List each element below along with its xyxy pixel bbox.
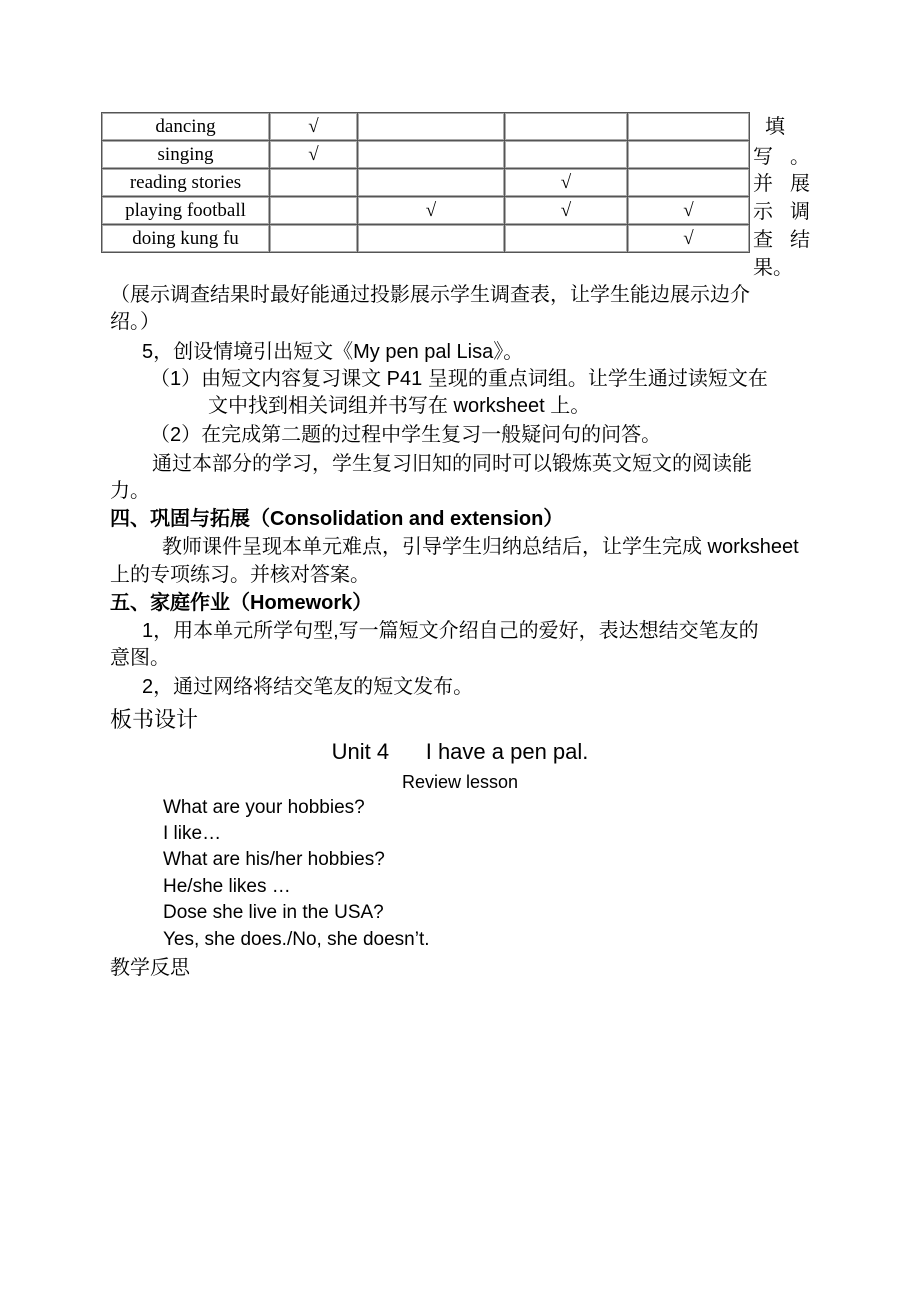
check-cell [358,141,505,169]
activity-cell: dancing [102,113,270,141]
side-note: 展 [790,171,810,195]
check-cell: √ [270,113,358,141]
check-cell [358,113,505,141]
side-note: 结 [790,227,810,251]
table-row [102,113,750,141]
board-line: He/she likes … [163,876,291,897]
check-cell [628,169,750,197]
check-cell [270,169,358,197]
activity-cell: reading stories [102,169,270,197]
check-cell [628,113,750,141]
check-cell [270,225,358,253]
side-note: 填 [765,114,785,138]
board-line: What are your hobbies? [163,797,365,818]
body-line: （1）由短文内容复习课文 P41 呈现的重点词组。让学生通过读短文在 [150,368,768,390]
board-line: Dose she live in the USA? [163,902,384,923]
body-line: 通过本部分的学习，学生复习旧知的同时可以锻炼英文短文的阅读能 [152,453,752,475]
board-line: What are his/her hobbies? [163,849,385,870]
table-row [102,225,750,253]
side-note: 调 [790,199,810,223]
side-note: 写 [753,144,773,168]
body-line: 绍。） [110,311,160,333]
body-line: （2）在完成第二题的过程中学生复习一般疑问句的问答。 [150,424,662,446]
check-cell [505,113,628,141]
check-cell [358,225,505,253]
body-line: 意图。 [110,647,170,669]
body-line: 文中找到相关词组并书写在 worksheet 上。 [208,395,591,417]
body-line: 2，通过网络将结交笔友的短文发布。 [142,676,474,698]
check-cell: √ [505,169,628,197]
check-cell [628,141,750,169]
section-heading: 五、家庭作业（Homework） [110,592,373,614]
body-line: （展示调查结果时最好能通过投影展示学生调查表，让学生能边展示边介 [110,284,750,306]
body-line: 5，创设情境引出短文《My pen pal Lisa》。 [142,341,524,363]
board-subtitle: Review lesson [401,772,519,792]
board-heading: 板书设计 [110,707,199,732]
board-title: Unit 4 I have a pen pal. [331,739,589,764]
board-line: Yes, she does./No, she doesn’t. [163,929,430,950]
body-line: 1，用本单元所学句型,写一篇短文介绍自己的爱好，表达想结交笔友的 [142,620,759,642]
survey-table [101,112,750,253]
activity-cell: singing [102,141,270,169]
table-row [102,169,750,197]
check-cell [358,169,505,197]
check-cell: √ [628,225,750,253]
body-line: 上的专项练习。并核对答案。 [110,564,370,586]
check-cell: √ [505,197,628,225]
check-cell [505,225,628,253]
section-heading: 四、巩固与拓展（Consolidation and extension） [110,508,564,530]
check-cell: √ [358,197,505,225]
body-line: 教师课件呈现本单元难点，引导学生归纳总结后，让学生完成 worksheet [162,536,799,558]
table-row [102,141,750,169]
table-row [102,197,750,225]
side-note: 。 [790,144,810,168]
activity-cell: playing football [102,197,270,225]
body-line: 力。 [110,480,150,502]
side-note: 查 [753,227,773,251]
activity-cell: doing kung fu [102,225,270,253]
reflection-heading: 教学反思 [110,957,190,979]
check-cell: √ [270,141,358,169]
check-cell: √ [628,197,750,225]
check-cell [270,197,358,225]
side-note: 示 [753,199,773,223]
side-note: 果。 [753,255,793,279]
check-cell [505,141,628,169]
side-note: 并 [753,171,773,195]
board-line: I like… [163,823,222,844]
